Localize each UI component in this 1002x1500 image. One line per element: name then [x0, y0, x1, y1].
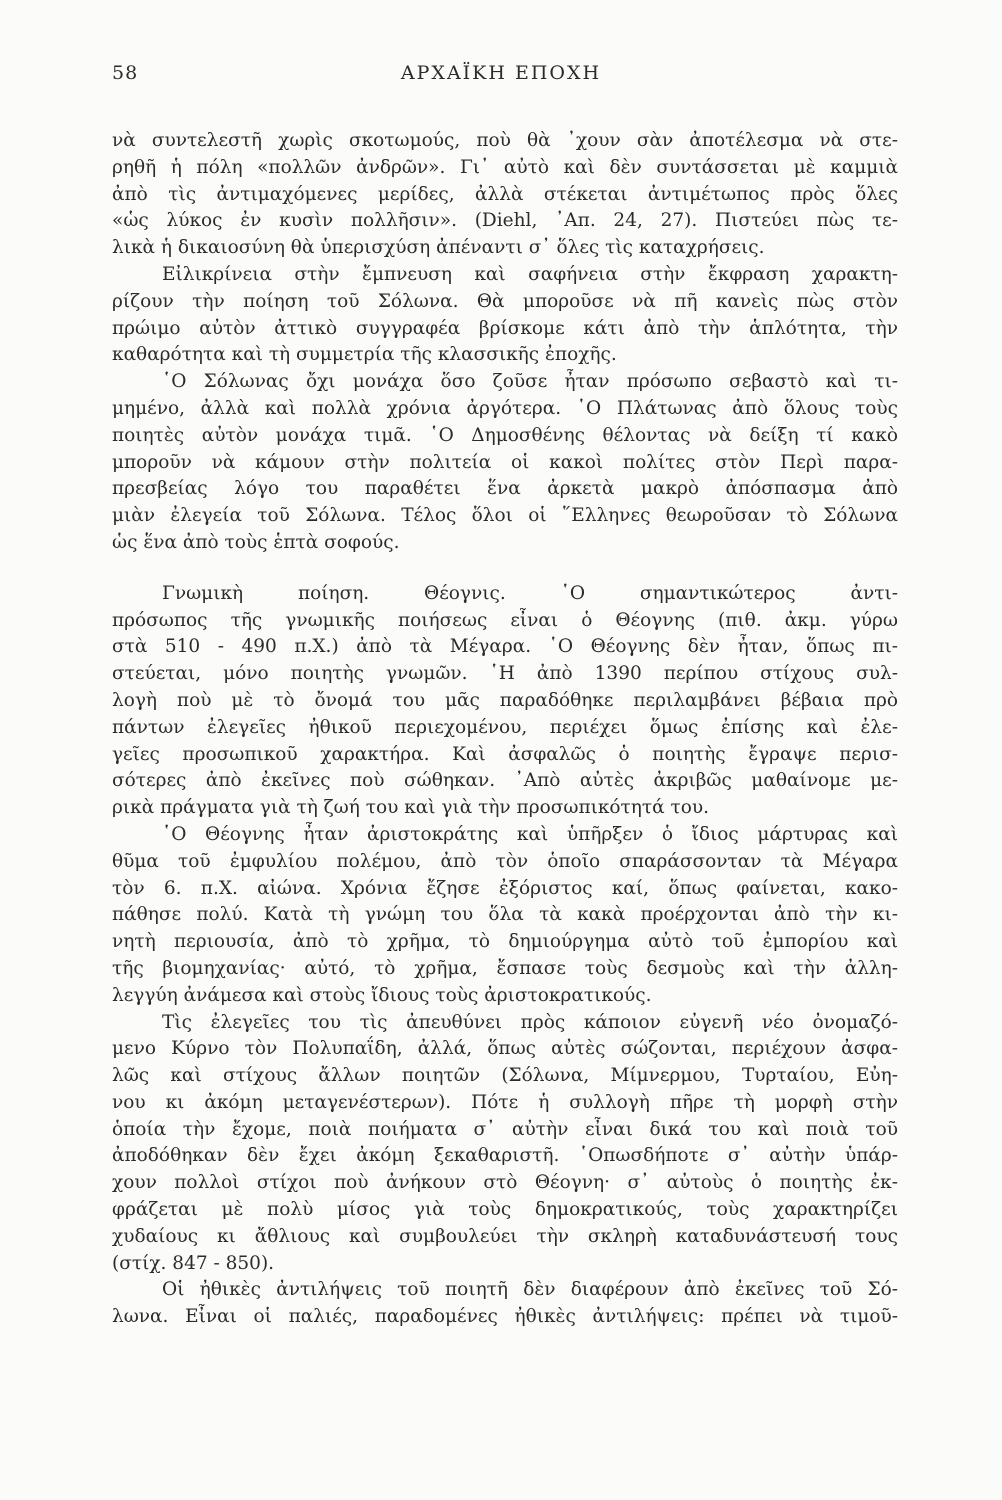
body-text [112, 128, 898, 1331]
text-line: λικὰ ἡ δικαιοσύνη θὰ ὑπερισχύση ἀπέναντι σ᾿ ὅλες τὶς καταχρήσεις. [112, 237, 765, 259]
text-line: ρηθῆ ἡ πόλη «πολλῶν ἀνδρῶν». Γι᾿ αὐτὸ καὶ δὲν συντάσσεται μὲ καμμιὰ [112, 156, 898, 178]
text-line: ὁποία τὴν ἔχομε, ποιὰ ποιήματα σ᾿ αὐτὴν εἶναι δικά του καὶ ποιὰ τοῦ [112, 1118, 898, 1140]
text-line: νου κι ἀκόμη μεταγενέστερων). Πότε ἡ συλλογὴ πῆρε τὴ μορφὴ στὴν [112, 1091, 898, 1113]
text-line: λογὴ ποὺ μὲ τὸ ὄνομά του μᾶς παραδόθηκε περιλαμβάνει βέβαια πρὸ [112, 689, 898, 711]
text-line: θῦμα τοῦ ἐμφυλίου πολέμου, ἀπὸ τὸν ὁποῖο σπαράσσονταν τὰ Μέγαρα [112, 850, 898, 872]
text-line: νητὴ περιουσία, ἀπὸ τὸ χρῆμα, τὸ δημιούργημα αὐτὸ τοῦ ἐμπορίου καὶ [112, 931, 898, 953]
text-line: ποιητὲς αὐτὸν μονάχα τιμᾶ. ῾Ο Δημοσθένης θέλοντας νὰ δείξη τί κακὸ [112, 424, 898, 446]
section-gap [112, 557, 898, 581]
text-line: λεγγύη ἀνάμεσα καὶ στοὺς ἴδιους τοὺς ἀριστοκρατικούς. [112, 984, 652, 1006]
text-line: πρεσβείας λόγο του παραθέτει ἕνα ἀρκετὰ μακρὸ ἀπόσπασμα ἀπὸ [112, 478, 898, 500]
running-title: ΑΡΧΑΪΚΗ ΕΠΟΧΗ [400, 62, 602, 84]
text-line: στὰ 510 - 490 π.Χ.) ἀπὸ τὰ Μέγαρα. ῾Ο Θέογνης δὲν ἦταν, ὅπως πι- [112, 636, 898, 658]
text-line: τῆς βιομηχανίας· αὐτό, τὸ χρῆμα, ἔσπασε τοὺς δεσμοὺς καὶ τὴν ἀλλη- [112, 957, 898, 979]
text-line: πρώιμο αὐτὸν ἀττικὸ συγγραφέα βρίσκομε κάτι ἀπὸ τὴν ἁπλότητα, τὴν [112, 317, 898, 339]
text-line: Τὶς ἐλεγεῖες του τὶς ἀπευθύνει πρὸς κάποιον εὐγενῆ νέο ὀνομαζό- [162, 1011, 898, 1033]
text-line: πάθησε πολύ. Κατὰ τὴ γνώμη του ὅλα τὰ κακὰ προέρχονται ἀπὸ τὴν κι- [112, 904, 898, 926]
text-line: μιὰν ἐλεγεία τοῦ Σόλωνα. Τέλος ὅλοι οἱ ῞Ελληνες θεωροῦσαν τὸ Σόλωνα [112, 505, 898, 527]
text-line: χουν πολλοὶ στίχοι ποὺ ἀνήκουν στὸ Θέογνη· σ᾿ αὐτοὺς ὁ ποιητὴς ἐκ- [112, 1172, 898, 1194]
page-number: 58 [112, 62, 139, 84]
text-line: καθαρότητα καὶ τὴ συμμετρία τῆς κλασσικῆς ἐποχῆς. [112, 344, 617, 366]
text-line: Γνωμικὴ ποίηση. Θέογνις. ῾Ο σημαντικώτερος ἀντι- [162, 582, 898, 604]
text-line: στεύεται, μόνο ποιητὴς γνωμῶν. ῾Η ἀπὸ 1390 περίπου στίχους συλ- [112, 663, 898, 685]
text-line: ἀπὸ τὶς ἀντιμαχόμενες μερίδες, ἀλλὰ στέκεται ἀντιμέτωπος πρὸς ὅλες [112, 183, 898, 205]
text-line: μποροῦν νὰ κάμουν στὴν πολιτεία οἱ κακοὶ πολίτες στὸν Περὶ παρα- [112, 451, 898, 473]
text-line: Εἰλικρίνεια στὴν ἔμπνευση καὶ σαφήνεια στὴν ἔκφραση χαρακτη- [162, 263, 898, 285]
text-line: φράζεται μὲ πολὺ μίσος γιὰ τοὺς δημοκρατικούς, τοὺς χαρακτηρίζει [112, 1199, 898, 1221]
text-line: ὡς ἕνα ἀπὸ τοὺς ἑπτὰ σοφούς. [112, 531, 400, 553]
text-line: λωνα. Εἶναι οἱ παλιές, παραδομένες ἠθικὲς ἀντιλήψεις: πρέπει νὰ τιμοῦ- [112, 1306, 898, 1328]
text-line: χυδαίους κι ἄθλιους καὶ συμβουλεύει τὴν σκληρὴ καταδυνάστευσή τους [112, 1225, 898, 1247]
text-line: μενο Κύρνο τὸν Πολυπαΐδη, ἀλλά, ὅπως αὐτὲς σώζονται, περιέχουν ἀσφα- [112, 1038, 898, 1060]
text-line: ρίζουν τὴν ποίηση τοῦ Σόλωνα. Θὰ μποροῦσε νὰ πῆ κανεὶς πὼς στὸν [112, 290, 898, 312]
text-line: ρικὰ πράγματα γιὰ τὴ ζωή του καὶ γιὰ τὴν προσωπικότητά του. [112, 797, 709, 819]
text-line: μημένο, ἀλλὰ καὶ πολλὰ χρόνια ἀργότερα. ῾Ο Πλάτωνας ἀπὸ ὅλους τοὺς [112, 397, 898, 419]
text-line: γεῖες προσωπικοῦ χαρακτήρα. Καὶ ἀσφαλῶς ὁ ποιητὴς ἔγραψε περισ- [112, 743, 898, 765]
text-line: Οἱ ἠθικὲς ἀντιλήψεις τοῦ ποιητῆ δὲν διαφέρουν ἀπὸ ἐκεῖνες τοῦ Σό- [162, 1279, 898, 1301]
text-line: ἀποδόθηκαν δὲν ἔχει ἀκόμη ξεκαθαριστῆ. ῾Οπωσδήποτε σ᾿ αὐτὴν ὑπάρ- [112, 1145, 898, 1167]
text-line: (στίχ. 847 - 850). [112, 1252, 275, 1274]
text-line: τὸν 6. π.Χ. αἰώνα. Χρόνια ἔζησε ἐξόριστος καί, ὅπως φαίνεται, κακο- [112, 877, 898, 899]
text-line: νὰ συντελεστῆ χωρὶς σκοτωμούς, ποὺ θὰ ᾿χουν σὰν ἀποτέλεσμα νὰ στε- [112, 130, 898, 151]
text-line: πάντων ἐλεγεῖες ἠθικοῦ περιεχομένου, περιέχει ὅμως ἐπίσης καὶ ἐλε- [112, 716, 898, 738]
text-line: σότερες ἀπὸ ἐκεῖνες ποὺ σώθηκαν. ᾿Απὸ αὐτὲς ἀκριβῶς μαθαίνομε με- [112, 770, 898, 792]
text-line: λῶς καὶ στίχους ἄλλων ποιητῶν (Σόλωνα, Μίμνερμου, Τυρταίου, Εὐη- [112, 1065, 898, 1087]
text-line: ῾Ο Θέογνης ἦταν ἀριστοκράτης καὶ ὑπῆρξεν ὁ ἴδιος μάρτυρας καὶ [162, 823, 898, 845]
text-line: πρόσωπος τῆς γνωμικῆς ποιήσεως εἶναι ὁ Θέογνης (πιθ. ἀκμ. γύρω [112, 609, 898, 631]
text-line: ῾Ο Σόλωνας ὄχι μονάχα ὅσο ζοῦσε ἦταν πρόσωπο σεβαστὸ καὶ τι- [162, 371, 898, 393]
text-line: «ὡς λύκος ἐν κυσὶν πολλῆσιν». (Diehl, ᾿Απ. 24, 27). Πιστεύει πὼς τε- [112, 210, 898, 232]
